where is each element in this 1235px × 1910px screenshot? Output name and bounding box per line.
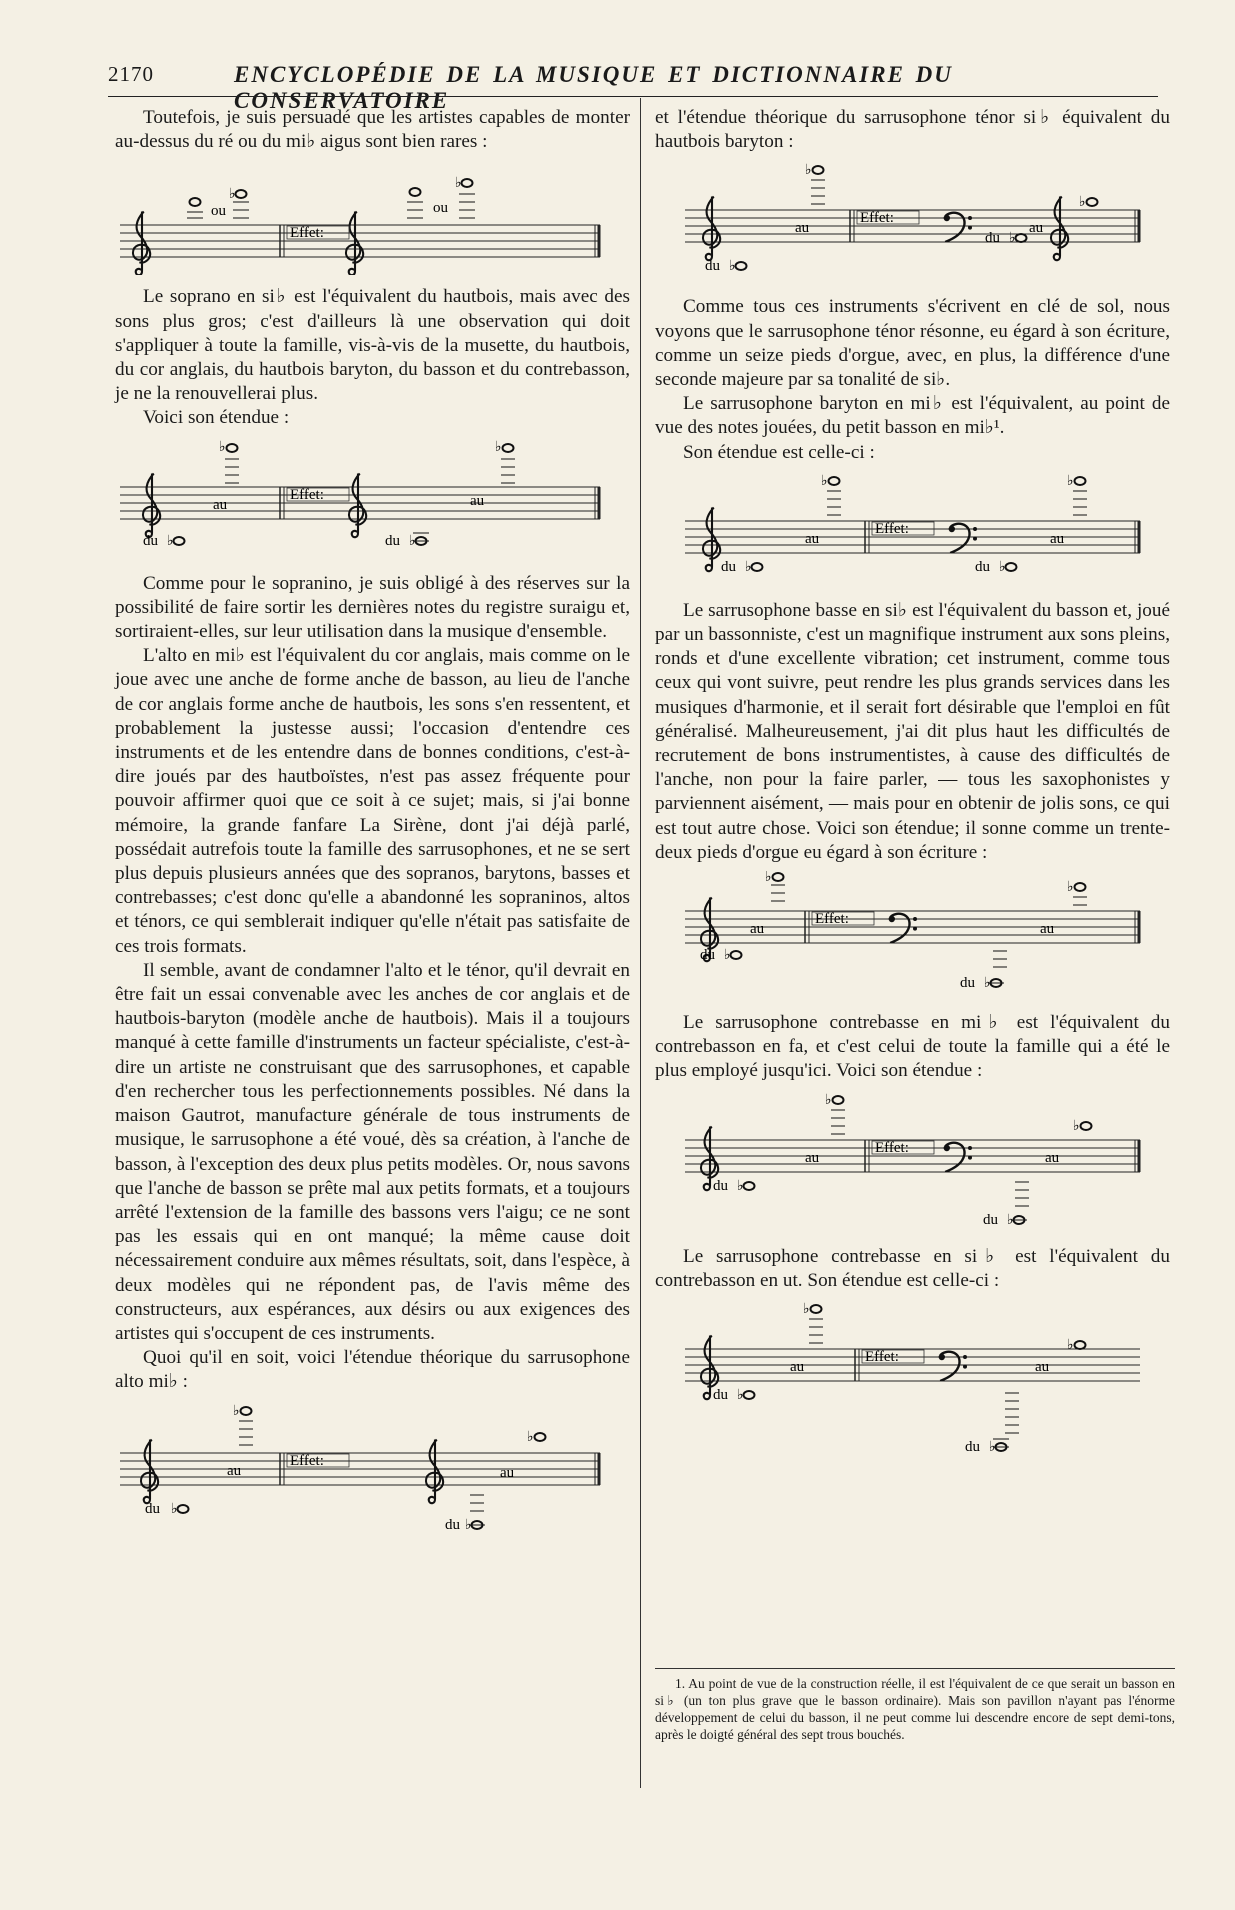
svg-text:du: du [445, 1516, 460, 1533]
svg-text:♭: ♭ [1079, 195, 1086, 211]
whole-note-icon [236, 190, 247, 198]
svg-text:du: du [143, 532, 158, 549]
svg-text:♭: ♭ [803, 1302, 810, 1318]
music-staff [655, 160, 1170, 285]
svg-text:du: du [975, 558, 990, 575]
page-number: 2170 [108, 62, 154, 86]
paragraph: Le sarrusophone basse en si♭ est l'équivalent du basson et, joué par un bassonniste, c'est un magnifique instrument aux sons pleins, ronds et d'une excellente vibration; cet instrument, comme tous ceux qui vont suivre, peut rendre les plus grands services dans les musiques d'harmonie, et il serait fort désirable que l'emploi en fût généralisé. Malheureusement, j'ai dit plus haut les difficultés de recrutement de bons instrumentistes, à cause des difficultés de l'anche, non pour la faire parler, — tous les saxophonistes y parviennent aisément, — mais pour en obtenir de jolis sons, ce qui est tout autre chose. Voici son étendue; il sonne comme un trente-deux pieds d'orgue eu égard à son écriture : [655, 599, 1170, 863]
music-staff [115, 1401, 630, 1541]
svg-text:Effet:: Effet: [290, 486, 324, 503]
svg-text:du: du [721, 558, 736, 575]
svg-text:du: du [705, 258, 720, 275]
svg-text:♭: ♭ [999, 559, 1006, 575]
svg-text:Effet:: Effet: [290, 1452, 324, 1469]
svg-text:du: du [960, 975, 975, 992]
svg-text:♭: ♭ [1067, 473, 1074, 489]
paragraph: Le sarrusophone contrebasse en mi♭ est l'équivalent du contrebasson en fa, et c'est celui de toute la famille qui a été le plus employé jusqu'ici. Voici son étendue : [655, 1012, 1170, 1082]
svg-text:♭: ♭ [527, 1429, 534, 1445]
svg-text:♭: ♭ [171, 1501, 178, 1517]
treble-clef-icon [703, 197, 720, 261]
treble-clef-icon [346, 212, 363, 276]
paragraph: Son étendue est celle-ci : [683, 441, 875, 463]
left-column [115, 106, 630, 1551]
footnote [655, 1668, 1175, 1743]
svg-text:du: du [145, 1500, 160, 1517]
svg-text:Effet:: Effet: [865, 1349, 899, 1366]
svg-text:♭: ♭ [233, 1403, 240, 1419]
right-column [655, 106, 1170, 1474]
svg-text:au: au [1045, 1149, 1060, 1166]
column-separator [640, 98, 641, 1788]
svg-text:Effet:: Effet: [815, 911, 849, 928]
treble-clef-icon [426, 1439, 443, 1503]
svg-text:♭: ♭ [1067, 1338, 1074, 1354]
svg-text:du: du [385, 532, 400, 549]
svg-text:♭: ♭ [737, 1388, 744, 1404]
svg-text:Effet:: Effet: [860, 210, 894, 227]
whole-note-icon [410, 188, 421, 196]
svg-text:du: du [983, 1211, 998, 1228]
svg-text:au: au [1040, 921, 1055, 938]
svg-text:Effet:: Effet: [875, 1139, 909, 1156]
svg-text:au: au [790, 1359, 805, 1376]
paragraph: Il semble, avant de condamner l'alto et le ténor, qu'il devrait en être fait un essai convenable avec les anches de cor anglais et de hautbois-baryton (modèle anche de hautbois). Mais il a toujours manqué à cette famille d'instruments un facteur spécialiste, c'est-à-dire un artiste ne construisant que des sarrusophones, et capable d'en rechercher tous les perfectionnements possibles. Né dans la maison Gautrot, manufacture générale de tous instruments de musique, le sarrusophone a été voué, dès sa création, à l'anche de basson, à l'exception des deux plus petits modèles. Or, nous savons que l'anche de basson se prête mal aux petits formats, et a toujours arrêté l'extension de la famille des bassons vers l'aigu; ce ne sont pas les essais qui en ont manqué; la même cause doit nécessairement conduire aux mêmes résultats, soit, dans l'espèce, à deux modèles qui ne répondent pas, de l'avis même des constructeurs, aux espérances, aux désirs ou aux exigences des artistes qui s'occupent de ces instruments. [115, 959, 630, 1344]
svg-text:♭: ♭ [737, 1178, 744, 1194]
bass-clef-icon [949, 524, 977, 553]
svg-text:♭: ♭ [229, 187, 236, 203]
svg-text:au: au [227, 1462, 242, 1479]
treble-clef-icon [1051, 197, 1068, 261]
svg-text:du: du [713, 1387, 728, 1404]
music-staff [655, 1299, 1170, 1464]
svg-text:au: au [470, 492, 485, 509]
treble-clef-icon [143, 473, 160, 537]
svg-text:♭: ♭ [1007, 1212, 1014, 1228]
music-staff [115, 437, 630, 562]
music-staff [115, 160, 630, 275]
footnote-text: 1. Au point de vue de la construction réelle, il est l'équivalent de ce que serait un basson en si♭ (un ton plus grave que le basson ordinaire). Mais son pavillon n'ayant pas l'énorme développement de celui du basson, il ne peut comme lui descendre encore de sept demi-tons, après le doigté général des sept trous bouchés. [655, 1676, 1175, 1742]
bass-clef-icon [944, 213, 972, 242]
svg-text:du: du [700, 947, 715, 964]
music-staff [655, 1090, 1170, 1235]
svg-text:♭: ♭ [1073, 1118, 1080, 1134]
svg-text:♭: ♭ [409, 533, 416, 549]
svg-text:au: au [795, 220, 810, 237]
svg-text:au: au [805, 530, 820, 547]
header-rule [108, 96, 1158, 97]
paragraph: et l'étendue théorique du sarrusophone ténor si♭ équivalent du hautbois baryton : [655, 107, 1170, 153]
svg-text:♭: ♭ [465, 1517, 472, 1533]
svg-text:♭: ♭ [729, 259, 736, 275]
svg-text:♭: ♭ [989, 1440, 996, 1456]
svg-text:♭: ♭ [821, 473, 828, 489]
paragraph: Comme tous ces instruments s'écrivent en clé de sol, nous voyons que le sarrusophone ténor résonne, eu égard à son écriture, comme un seize pieds d'orgue, avec, en plus, la différence d'une seconde majeure par sa tonalité de si♭. [655, 296, 1170, 391]
bass-clef-icon [889, 914, 917, 943]
svg-text:du: du [965, 1439, 980, 1456]
svg-text:♭: ♭ [825, 1092, 832, 1108]
svg-text:♭: ♭ [495, 439, 502, 455]
paragraph: Comme pour le sopranino, je suis obligé à des réserves sur la possibilité de faire sortir les dernières notes du registre suraigu et, sortiraient-elles, sur leur utilisation dans la musique d'ensemble. [115, 572, 630, 643]
svg-text:au: au [1029, 220, 1044, 237]
music-staff [655, 871, 1170, 1001]
paragraph: Le sarrusophone baryton en mi♭ est l'équivalent, au point de vue des notes jouées, du petit basson en mi♭¹. [655, 393, 1170, 439]
svg-text:au: au [1035, 1359, 1050, 1376]
svg-text:♭: ♭ [455, 176, 462, 192]
whole-note-icon [462, 179, 473, 187]
svg-text:♭: ♭ [984, 976, 991, 992]
bass-clef-icon [939, 1352, 967, 1381]
paragraph: Toutefois, je suis persuadé que les artistes capables de monter au-dessus du ré ou du mi♭ aigus sont bien rares : [115, 107, 630, 153]
treble-clef-icon [703, 507, 720, 571]
paragraph: Quoi qu'il en soit, voici l'étendue théorique du sarrusophone alto mi♭ : [115, 1347, 630, 1393]
page-header [108, 62, 1158, 113]
treble-clef-icon [141, 1439, 158, 1503]
paragraph: Le sarrusophone contrebasse en si♭ est l'équivalent du contrebasson en ut. Son étendue est celle-ci : [655, 1245, 1170, 1291]
svg-text:♭: ♭ [805, 163, 812, 179]
svg-text:au: au [1050, 530, 1065, 547]
whole-note-icon [190, 198, 201, 206]
svg-text:du: du [985, 230, 1000, 247]
svg-text:♭: ♭ [745, 559, 752, 575]
treble-clef-icon [133, 212, 150, 276]
svg-text:♭: ♭ [167, 533, 174, 549]
svg-text:♭: ♭ [765, 871, 772, 886]
paragraph: Voici son étendue : [143, 407, 290, 429]
paragraph: L'alto en mi♭ est l'équivalent du cor anglais, mais comme on le joue avec une anche de forme anche de basson, au lieu de l'anche de cor anglais forme anche de hautbois, les sons s'en ressentent, et probablement la justesse aussi; l'occasion d'entendre ces instruments et de les entendre dans de bonnes conditions, c'est-à-dire joués par des hautboïstes, n'est pas assez fréquente pour pouvoir affirmer quoi que ce soit à ce sujet; mais, si j'ai bonne mémoire, la grande fanfare La Sirène, dont j'ai déjà parlé, possédait autrefois toute la famille des sarrusophones, et ne se sert plus depuis plusieurs années que des sopranos, barytons, basses et contrebasses; c'est donc qu'elle a abandonné les sopraninos, altos et ténors, ce qui semblerait indiquer qu'elle n'était pas satisfaite de ces trois formats. [115, 645, 630, 957]
svg-text:du: du [713, 1177, 728, 1194]
music-staff [655, 471, 1170, 589]
svg-text:au: au [805, 1149, 820, 1166]
svg-text:♭: ♭ [724, 948, 731, 964]
svg-text:au: au [500, 1464, 515, 1481]
svg-text:♭: ♭ [219, 439, 226, 455]
svg-text:au: au [213, 496, 228, 513]
svg-text:Effet:: Effet: [875, 520, 909, 537]
treble-clef-icon [349, 473, 366, 537]
svg-text:au: au [750, 921, 765, 938]
svg-text:♭: ♭ [1067, 880, 1074, 896]
ou-label: ou [433, 200, 448, 217]
running-title: ENCYCLOPÉDIE DE LA MUSIQUE ET DICTIONNAIRE DU CONSERVATOIRE [234, 62, 953, 113]
bass-clef-icon [944, 1142, 972, 1171]
svg-text:♭: ♭ [1009, 231, 1016, 247]
paragraph: Le soprano en si♭ est l'équivalent du hautbois, mais avec des sons plus gros; c'est d'ailleurs là une observation qui doit s'appliquer à toute la famille, vis-à-vis de la musette, du hautbois, du cor anglais, du hautbois baryton, du basson et du contrebasson, je ne la renouvellerai plus. [115, 286, 630, 405]
effet-label: Effet: [290, 225, 324, 242]
ou-label: ou [211, 203, 226, 220]
